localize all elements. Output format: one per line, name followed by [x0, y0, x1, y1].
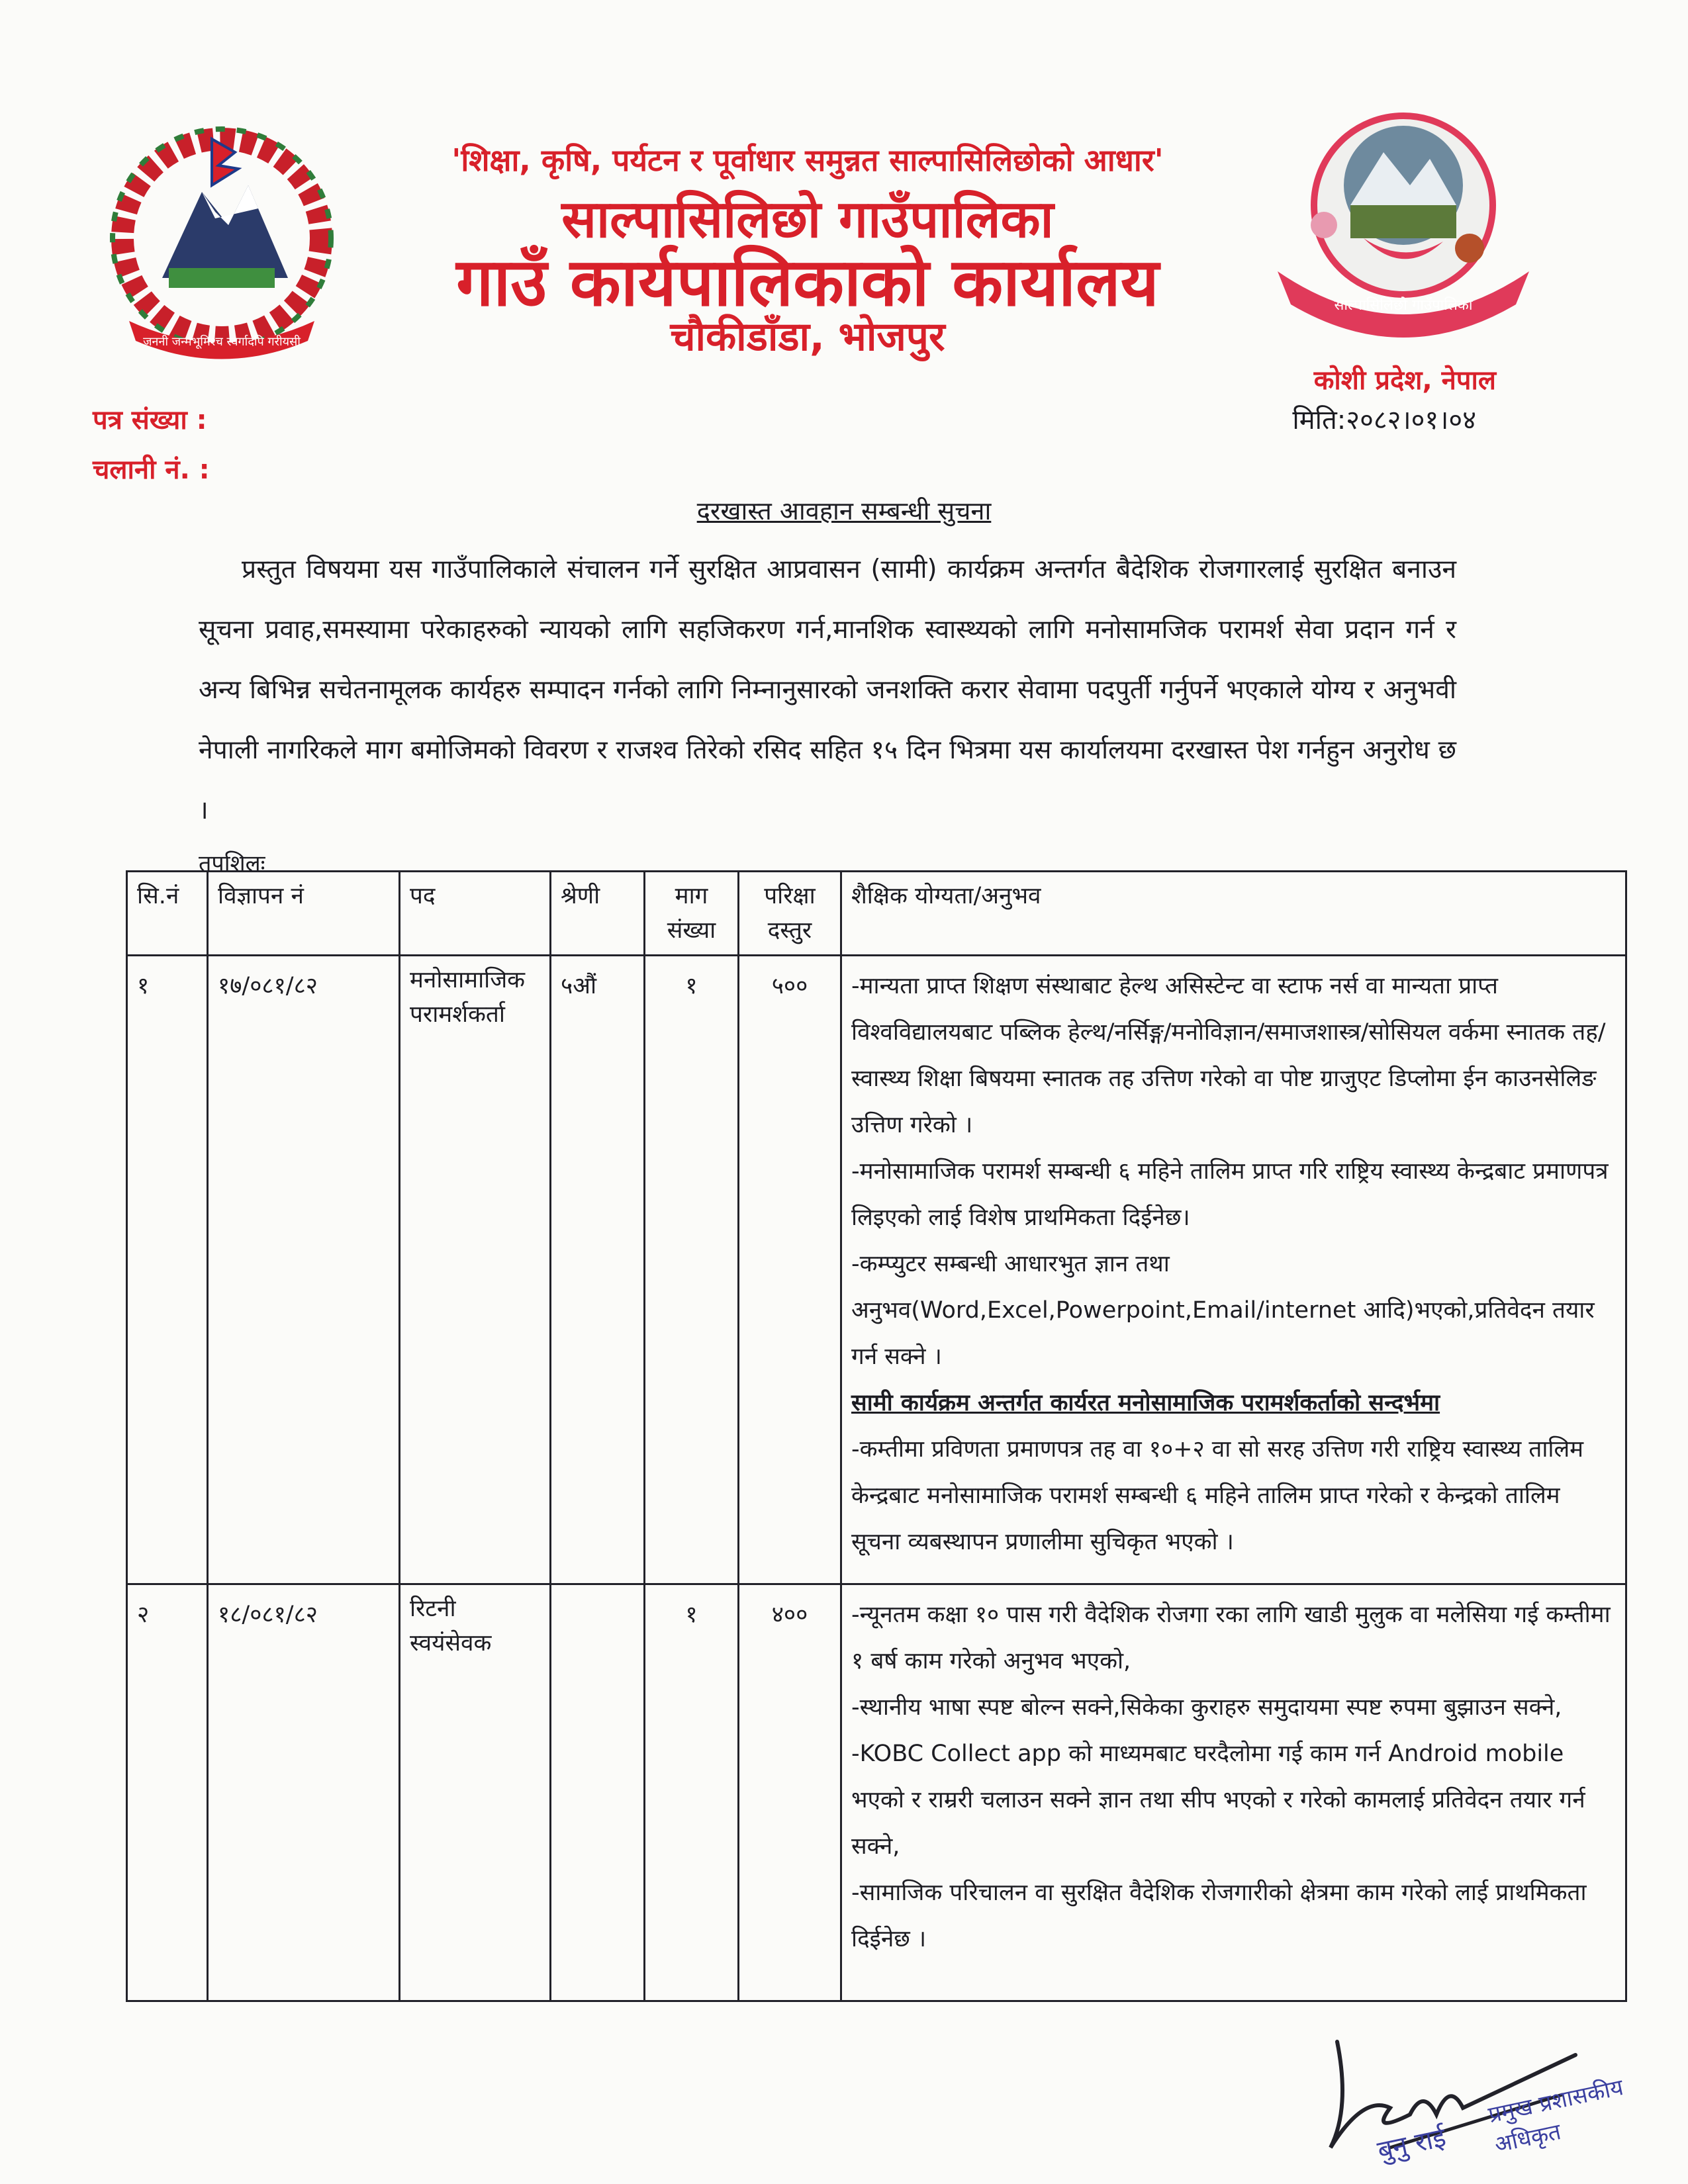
qualification-line: -न्यूनतम कक्षा १० पास गरी वैदेशिक रोजगा रका लागि खाडी मुलुक वा मलेसिया गई कम्तीमा १ बर्ष काम गरेको अनुभव भएको,: [851, 1602, 1611, 1674]
municipality-logo: [1251, 106, 1556, 344]
emblem-ribbon-text: जननी जन्मभूमिश्च स्वर्गादपि गरीयसी: [143, 335, 301, 349]
notice-body: प्रस्तुत विषयमा यस गाउँपालिकाले संचालन गर्ने सुरक्षित आप्रवासन (सामी) कार्यक्रम अन्तर्गत बैदेशिक रोजगारलाई सुरक्षित बनाउन सूचना प्रवाह,समस्यामा परेकाहरुको न्यायको लागि सहजिकरण गर्न,मानशिक स्वास्थ्यको लागि मनोसामजिक परामर्श सेवा प्रदान गर्न र अन्य बिभिन्न सचेतनामूलक कार्यहरु सम्पादन गर्नको लागि निम्नानुसारको जनशक्ति करार सेवामा पदपुर्ती गर्नुपर्ने भएकाले योग्य र अनुभवी नेपाली नागरिकले माग बमोजिमको विवरण र राजश्व तिरेको रसिद सहित १५ दिन भित्रमा यस कार्यालयमा दरखास्त पेश गर्नहुन अनुरोध छ ।: [199, 555, 1456, 825]
cell-qualification: [841, 1584, 1626, 2001]
qualification-line: -कम्तीमा प्रविणता प्रमाणपत्र तह वा १०+२ वा सो सरह उत्तिण गरी राष्ट्रिय स्वास्थ्य तालिम केन्द्रबाट मनोसामाजिक परामर्श सम्बन्धी ६ महिने तालिम प्राप्त गरेको र केन्द्रको तालिम सूचना व्यबस्थापन प्रणालीमा सुचिकृत भएको ।: [851, 1436, 1584, 1555]
cell-fee: ५००: [739, 956, 841, 1584]
details-label: तपशिलः: [199, 850, 265, 877]
header-sn: सि.नं: [127, 872, 208, 956]
cell-qualification: [841, 956, 1626, 1584]
cell-ad-no: १७/०८१/८२: [208, 956, 400, 1584]
qualification-line: -कम्प्युटर सम्बन्धी आधारभुत ज्ञान तथा अनुभव(Word,Excel,Powerpoint,Email/internet आदि)भएको,प्रतिवेदन तयार गर्न सक्ने ।: [851, 1251, 1595, 1370]
municipality-name: साल्पासिलिछो गाउँपालिका: [561, 190, 1054, 250]
cell-demand: १: [645, 1584, 739, 2001]
nepal-coat-of-arms-emblem: [89, 113, 354, 371]
header-post: पद: [400, 872, 551, 956]
table-row: [127, 1584, 1626, 2001]
qualification-line: -KOBC Collect app को माध्यमबाट घरदैलोमा गई काम गर्न Android mobile भएको र राम्ररी चलाउन सक्ने ज्ञान तथा सीप भएको र गरेको कामलाई प्रतिवेदन तयार गर्न सक्ने,: [851, 1741, 1585, 1860]
header-fee: परिक्षा दस्तुर: [739, 872, 841, 956]
qualification-line: -मनोसामाजिक परामर्श सम्बन्धी ६ महिने तालिम प्राप्त गरि राष्ट्रिय स्वास्थ्य केन्द्रबाट प्रमाणपत्र लिइएको लाई विशेष प्राथमिकता दिईनेछ।: [851, 1158, 1609, 1231]
qualification-line: -स्थानीय भाषा स्पष्ट बोल्न सक्ने,सिकेका कुराहरु समुदायमा स्पष्ट रुपमा बुझाउन सक्ने,: [851, 1694, 1562, 1721]
header-qualification: शैक्षिक योग्यता/अनुभव: [841, 872, 1626, 956]
letter-number-label: पत्र संख्या :: [93, 405, 207, 435]
date: मिति:२०८२।०१।०४: [1292, 405, 1476, 435]
province: कोशी प्रदेश, नेपाल: [1313, 365, 1496, 396]
office-address: चौकीडाँडा, भोजपुर: [670, 314, 945, 360]
table-header-row: [127, 872, 1626, 956]
cell-sn: २: [127, 1584, 208, 2001]
qualification-subheading: सामी कार्यक्रम अन्तर्गत कार्यरत मनोसामाजिक परामर्शकर्ताको सन्दर्भमा: [851, 1390, 1440, 1416]
signer-title: प्रमुख प्रशासकीय अधिकृत: [1485, 2074, 1626, 2159]
cell-post: रिटनी स्वयंसेवक: [400, 1584, 551, 2001]
header-demand: माग संख्या: [645, 872, 739, 956]
header-level: श्रेणी: [551, 872, 645, 956]
cell-level: ५औं: [551, 956, 645, 1584]
cell-sn: १: [127, 956, 208, 1584]
motto: 'शिक्षा, कृषि, पर्यटन र पूर्वाधार समुन्नत साल्पासिलिछोको आधार': [451, 142, 1164, 178]
qualification-line: -मान्यता प्राप्त शिक्षण संस्थाबाट हेल्थ असिस्टेन्ट वा स्टाफ नर्स वा मान्यता प्राप्त विश्वविद्यालयबाट पब्लिक हेल्थ/नर्सिङ्ग/मनोविज्ञान/समाजशास्त्र/सोसियल वर्कमा स्नातक तह/स्वास्थ्य शिक्षा बिषयमा स्नातक तह उत्तिण गरेको वा पोष्ट ग्राजुएट डिप्लोमा ईन काउनसेलिङ उत्तिण गरेको ।: [851, 973, 1606, 1138]
office-name: गाउँ कार्यपालिकाको कार्यालय: [456, 244, 1159, 321]
cell-post: मनोसामाजिक परामर्शकर्ता: [400, 956, 551, 1584]
table-row: [127, 956, 1626, 1584]
cell-demand: १: [645, 956, 739, 1584]
cell-level: [551, 1584, 645, 2001]
cell-ad-no: १८/०८१/८२: [208, 1584, 400, 2001]
cell-fee: ४००: [739, 1584, 841, 2001]
dispatch-number-label: चलानी नं. :: [93, 455, 210, 485]
logo-ring-text: साल्पासिलिछो गाउँपालिका: [1334, 297, 1473, 314]
vacancy-table: [126, 870, 1627, 2002]
signer-name: बुनु राई: [1374, 2122, 1449, 2167]
header-ad-no: विज्ञापन नं: [208, 872, 400, 956]
qualification-line: -सामाजिक परिचालन वा सुरक्षित वैदेशिक रोजगारीको क्षेत्रमा काम गरेको लाई प्राथमिकता दिईनेछ ।: [851, 1880, 1587, 1952]
notice-title: दरखास्त आवहान सम्बन्धी सुचना: [696, 496, 992, 525]
